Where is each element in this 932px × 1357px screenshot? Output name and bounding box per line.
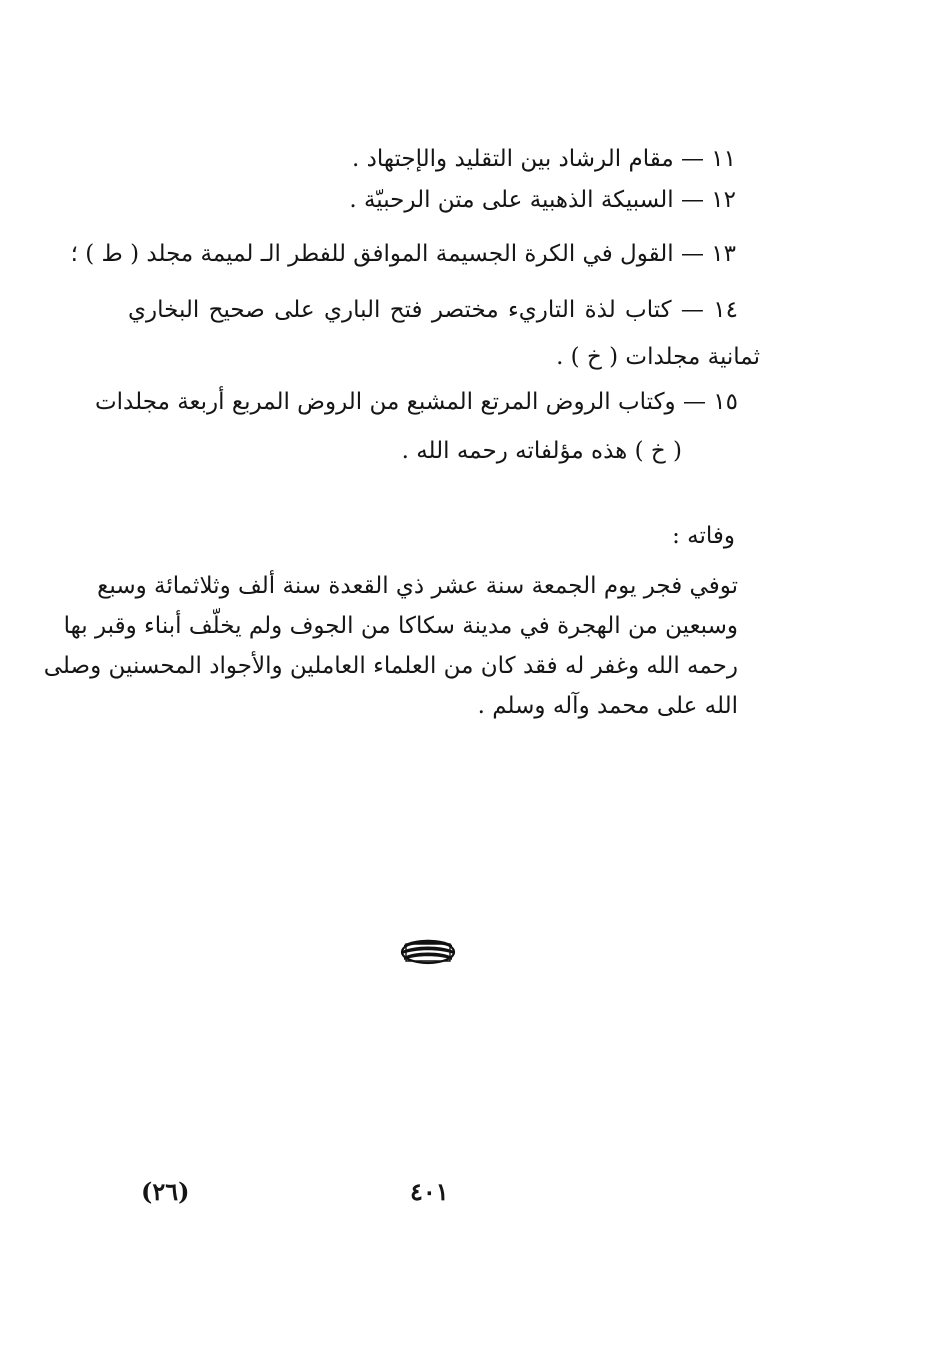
list-item-11: ١١ — مقام الرشاد بين التقليد والإجتهاد . [352,146,736,172]
death-heading: وفاته : [672,523,735,549]
decorative-ornament-icon [398,934,458,968]
death-paragraph-line-4: الله على محمد وآله وسلم . [477,693,738,719]
death-paragraph-line-3: رحمه الله وغفر له فقد كان من العلماء العاملين والأجواد المحسنين وصلى [43,653,738,679]
list-item-14-line-1: ١٤ — كتاب لذة التاريء مختصر فتح الباري على صحيح البخاري [128,297,738,323]
footer-signature: (٢٦) [141,1177,190,1206]
list-item-12: ١٢ — السبيكة الذهبية على متن الرحبيّة . [349,187,736,213]
list-item-13: ١٣ — القول في الكرة الجسيمة الموافق للفطر الـ لميمة مجلد ( ط ) ؛ [70,241,736,267]
list-item-15-line-1: ١٥ — وكتاب الروض المرتع المشبع من الروض المربع أربعة مجلدات [95,389,738,415]
death-paragraph-line-1: توفي فجر يوم الجمعة سنة عشر ذي القعدة سنة ألف وثلاثمائة وسبع [97,573,738,599]
list-item-14-line-2: ثمانية مجلدات ( خ ) . [556,344,760,370]
list-item-15-line-2: ( خ ) هذه مؤلفاته رحمه الله . [401,438,682,464]
death-paragraph-line-2: وسبعين من الهجرة في مدينة سكاكا من الجوف ولم يخلّف أبناء وقبر بها [63,613,738,639]
page-number: ٤٠١ [410,1177,449,1206]
